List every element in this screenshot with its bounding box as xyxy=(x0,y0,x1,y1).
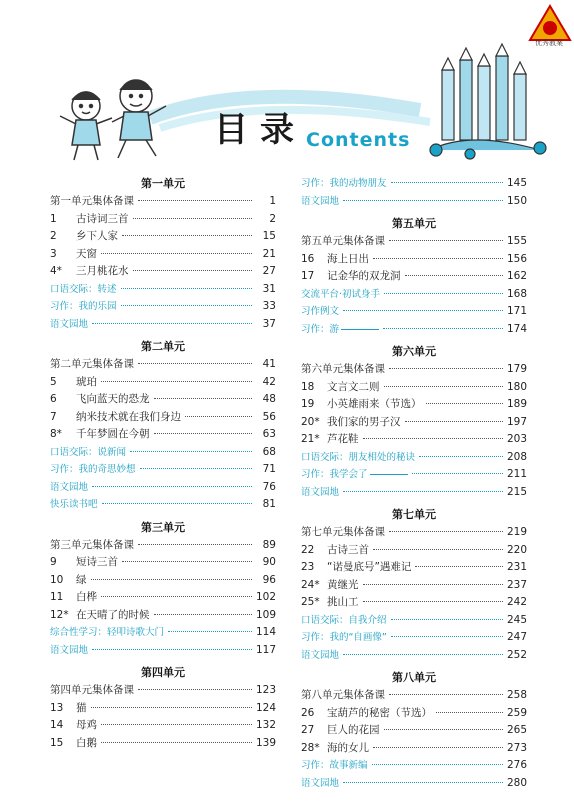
toc-entry-page-number: 124 xyxy=(255,701,276,714)
dot-leader xyxy=(405,421,503,422)
dot-leader xyxy=(138,544,252,545)
toc-entry-page-number: 208 xyxy=(506,450,527,463)
toc-entry-title: 文言文二则 xyxy=(327,380,380,393)
toc-entry-page-number: 156 xyxy=(506,252,527,265)
toc-entry[interactable] xyxy=(50,608,276,622)
toc-entry[interactable] xyxy=(50,299,276,313)
dot-leader xyxy=(138,200,252,201)
dot-leader xyxy=(154,398,253,399)
toc-entry-title: 古诗三首 xyxy=(327,543,369,556)
fill-in-blank xyxy=(341,329,379,330)
toc-entry-title: 绿 xyxy=(76,573,87,586)
toc-entry[interactable] xyxy=(301,560,527,574)
dot-leader xyxy=(121,288,252,289)
toc-entry[interactable] xyxy=(301,322,527,336)
toc-entry-page-number: 245 xyxy=(506,613,527,626)
dot-leader xyxy=(133,218,253,219)
toc-entry[interactable] xyxy=(50,573,276,587)
toc-entry[interactable] xyxy=(301,234,527,248)
dot-leader xyxy=(412,473,503,474)
toc-entry-title: 小英雄雨来（节选） xyxy=(327,398,422,410)
dot-leader xyxy=(391,636,503,637)
toc-entry-number: 26 xyxy=(301,706,315,719)
dot-leader xyxy=(384,386,503,387)
dot-leader xyxy=(101,596,252,597)
toc-entry-title: 挑山工 xyxy=(327,596,359,608)
toc-entry-title: 琥珀 xyxy=(76,375,97,388)
toc-entry-title: 海上日出 xyxy=(327,252,369,265)
toc-entry-title: 习作：我的乐园 xyxy=(50,301,117,312)
toc-entry-page-number: 89 xyxy=(262,538,276,551)
toc-entry-page-number: 273 xyxy=(506,741,527,754)
toc-entry-page-number: 174 xyxy=(506,322,527,335)
toc-entry-page-number: 109 xyxy=(255,608,276,621)
dot-leader xyxy=(138,363,252,364)
toc-entry-number: 14 xyxy=(50,719,64,731)
dot-leader xyxy=(419,456,503,457)
toc-entry-title: 习作：游 xyxy=(301,323,340,335)
toc-entry-title: 语文园地 xyxy=(301,195,340,207)
dot-leader xyxy=(101,253,252,254)
toc-entry-number: 17 xyxy=(301,270,315,282)
toc-entry-title: 古诗词三首 xyxy=(76,212,129,225)
toc-entry[interactable] xyxy=(50,427,276,441)
toc-entry-number: 9 xyxy=(50,556,57,568)
dot-leader xyxy=(389,694,503,695)
dot-leader xyxy=(343,310,503,311)
toc-entry[interactable] xyxy=(50,212,276,226)
toc-entry-number: 6 xyxy=(50,393,57,405)
toc-entry[interactable] xyxy=(50,317,276,331)
toc-entry-title: 母鸡 xyxy=(76,719,97,731)
toc-entry[interactable] xyxy=(50,718,276,732)
toc-entry-page-number: 215 xyxy=(506,485,527,498)
toc-entry-page-number: 114 xyxy=(255,626,276,638)
toc-entry-page-number: 171 xyxy=(506,305,527,317)
toc-entry[interactable] xyxy=(50,555,276,569)
toc-entry[interactable] xyxy=(301,543,527,557)
dot-leader xyxy=(92,649,252,650)
dot-leader xyxy=(154,433,253,434)
unit-heading: 第一单元 xyxy=(141,177,185,190)
unit-heading: 第七单元 xyxy=(392,508,436,521)
dot-leader xyxy=(426,403,503,404)
dot-leader xyxy=(383,328,503,329)
toc-entry-title: 芦花鞋 xyxy=(327,433,359,445)
toc-entry[interactable] xyxy=(50,480,276,494)
toc-entry[interactable] xyxy=(50,282,276,296)
toc-entry[interactable] xyxy=(301,688,527,702)
toc-entry-number: 22 xyxy=(301,543,315,556)
toc-entry[interactable] xyxy=(50,625,276,639)
toc-entry-page-number: 168 xyxy=(506,287,527,300)
toc-entry-page-number: 81 xyxy=(262,498,276,510)
toc-entry-page-number: 37 xyxy=(262,317,276,330)
toc-entry-number: 3 xyxy=(50,247,57,260)
toc-entry-title: 巨人的花园 xyxy=(327,724,380,736)
toc-entry[interactable] xyxy=(301,485,527,499)
toc-entry-title: 习作：我的奇思妙想 xyxy=(50,464,136,475)
toc-entry[interactable] xyxy=(301,415,527,429)
toc-entry-page-number: 276 xyxy=(506,759,527,771)
toc-entry-page-number: 179 xyxy=(506,363,527,375)
dot-leader xyxy=(133,270,253,271)
toc-entry-title: 语文园地 xyxy=(301,486,340,498)
toc-entry-title: 口语交际：说新闻 xyxy=(50,446,127,458)
unit-heading: 第四单元 xyxy=(141,666,185,679)
toc-entry-page-number: 31 xyxy=(262,282,276,295)
toc-entry-title: 短诗三首 xyxy=(76,556,118,568)
toc-entry[interactable] xyxy=(50,683,276,697)
toc-entry-page-number: 27 xyxy=(262,265,276,277)
toc-entry-title: 我们家的男子汉 xyxy=(327,415,401,428)
toc-entry-title: 海的女儿 xyxy=(327,741,369,754)
toc-entry-page-number: 102 xyxy=(255,591,276,603)
toc-entry-title: 口语交际：转述 xyxy=(50,283,117,295)
toc-entry[interactable] xyxy=(50,264,276,278)
toc-entry[interactable] xyxy=(301,776,527,790)
toc-entry-page-number: 123 xyxy=(255,684,276,696)
toc-entry[interactable] xyxy=(301,630,527,644)
toc-entry[interactable] xyxy=(301,362,527,376)
toc-entry[interactable] xyxy=(301,613,527,627)
dot-leader xyxy=(130,451,252,452)
dot-leader xyxy=(138,689,252,690)
unit-heading: 第八单元 xyxy=(392,671,436,684)
dot-leader xyxy=(373,258,503,259)
toc-entry-number: 23 xyxy=(301,561,315,573)
dot-leader xyxy=(102,503,252,504)
toc-entry[interactable] xyxy=(301,380,527,394)
toc-entry-title: 第四单元集体备课 xyxy=(50,684,134,696)
dot-leader xyxy=(343,200,503,201)
toc-entry-number: 25* xyxy=(301,596,320,608)
toc-entry-title: 第七单元集体备课 xyxy=(301,526,385,538)
dot-leader xyxy=(373,549,503,550)
unit-heading: 第三单元 xyxy=(141,520,185,534)
toc-entry[interactable] xyxy=(50,375,276,389)
dot-leader xyxy=(373,747,503,748)
toc-entry-page-number: 1 xyxy=(269,195,276,207)
toc-entry-number: 21* xyxy=(301,433,320,445)
dot-leader xyxy=(140,468,252,469)
toc-entry-page-number: 71 xyxy=(262,463,276,475)
dot-leader xyxy=(391,182,503,183)
toc-entry-title: 飞向蓝天的恐龙 xyxy=(76,393,150,405)
toc-entry-page-number: 42 xyxy=(262,375,276,388)
toc-entry-page-number: 63 xyxy=(262,428,276,440)
toc-entry-page-number: 219 xyxy=(506,526,527,538)
toc-entry-title: 习作：故事新编 xyxy=(301,760,368,771)
toc-entry-title: 语文园地 xyxy=(301,649,340,661)
dot-leader xyxy=(101,742,252,743)
toc-entry-page-number: 189 xyxy=(506,398,527,410)
toc-entry-page-number: 33 xyxy=(262,300,276,312)
toc-entry-title: 口语交际：自我介绍 xyxy=(301,614,387,626)
toc-entry-title: 黄继光 xyxy=(327,578,359,591)
fill-in-blank xyxy=(370,474,408,475)
toc-entry[interactable] xyxy=(301,252,527,266)
dot-leader xyxy=(363,601,503,602)
toc-entry[interactable] xyxy=(301,287,527,301)
toc-entry[interactable] xyxy=(50,497,276,511)
toc-entry-page-number: 211 xyxy=(506,468,527,480)
toc-entry-page-number: 220 xyxy=(506,543,527,556)
toc-entry-page-number: 41 xyxy=(262,358,276,370)
toc-entry-title: 交流平台·初试身手 xyxy=(301,288,381,300)
toc-entry-title: 习作：我的“自画像” xyxy=(301,632,387,643)
page-title-english: Contents xyxy=(306,129,411,151)
toc-entry-title: 宝葫芦的秘密（节选） xyxy=(327,706,432,719)
toc-entry-page-number: 96 xyxy=(262,573,276,586)
toc-entry-title: 纳米技术就在我们身边 xyxy=(76,410,181,423)
dot-leader xyxy=(122,561,252,562)
toc-entry-title: 记金华的双龙洞 xyxy=(327,270,401,282)
toc-entry-page-number: 162 xyxy=(506,270,527,282)
toc-entry[interactable] xyxy=(50,736,276,750)
toc-entry-title: 习作：我学会了 xyxy=(301,469,368,480)
toc-entry-title: 综合性学习：轻叩诗歌大门 xyxy=(50,627,165,638)
toc-entry-title: 猫 xyxy=(76,701,87,714)
toc-entry-page-number: 197 xyxy=(506,415,527,428)
dot-leader xyxy=(391,619,503,620)
toc-entry-page-number: 56 xyxy=(262,410,276,423)
toc-entry-page-number: 252 xyxy=(506,648,527,661)
dot-leader xyxy=(343,782,503,783)
dot-leader xyxy=(436,712,503,713)
toc-entry-page-number: 68 xyxy=(262,445,276,458)
dot-leader xyxy=(92,486,252,487)
unit-heading: 第二单元 xyxy=(141,340,185,353)
toc-entry[interactable] xyxy=(301,269,527,283)
toc-entry[interactable] xyxy=(50,445,276,459)
toc-entry-title: 习作：我的动物朋友 xyxy=(301,178,387,189)
dot-leader xyxy=(372,764,503,765)
toc-entry-number: 20* xyxy=(301,415,320,428)
pencils-illustration-icon xyxy=(430,44,546,159)
toc-entry-number: 27 xyxy=(301,724,315,736)
toc-entry[interactable] xyxy=(50,194,276,208)
toc-entry-title: 第二单元集体备课 xyxy=(50,358,134,370)
toc-entry-number: 4* xyxy=(50,265,62,277)
toc-entry-number: 2 xyxy=(50,230,57,242)
toc-entry-number: 11 xyxy=(50,591,64,603)
toc-entry-page-number: 231 xyxy=(506,561,527,573)
toc-entry-title: 乡下人家 xyxy=(76,230,118,242)
dot-leader xyxy=(343,654,503,655)
toc-entry[interactable] xyxy=(301,595,527,609)
toc-entry[interactable] xyxy=(301,432,527,446)
publisher-logo-text: 优秀教案 xyxy=(535,39,563,47)
toc-entry-number: 28* xyxy=(301,741,320,754)
toc-entry-title: 三月桃花水 xyxy=(76,265,129,277)
toc-entry-number: 10 xyxy=(50,573,64,586)
toc-entry-page-number: 21 xyxy=(262,247,276,260)
toc-entry[interactable] xyxy=(50,701,276,715)
toc-entry-title: 白桦 xyxy=(76,591,97,603)
toc-entry-page-number: 280 xyxy=(506,776,527,789)
toc-entry-title: 第三单元集体备课 xyxy=(50,538,134,551)
toc-entry-title: 第八单元集体备课 xyxy=(301,689,385,701)
toc-entry-title: 语文园地 xyxy=(301,777,340,789)
toc-entry-page-number: 15 xyxy=(262,230,276,242)
dot-leader xyxy=(415,566,503,567)
toc-entry[interactable] xyxy=(301,176,527,190)
toc-entry-page-number: 247 xyxy=(506,631,527,643)
toc-entry-page-number: 76 xyxy=(262,480,276,493)
toc-entry[interactable] xyxy=(50,538,276,552)
toc-entry-page-number: 117 xyxy=(255,643,276,656)
toc-entry[interactable] xyxy=(301,397,527,411)
toc-entry[interactable] xyxy=(301,194,527,208)
toc-entry[interactable] xyxy=(301,758,527,772)
toc-entry[interactable] xyxy=(301,304,527,318)
toc-entry-number: 13 xyxy=(50,701,64,714)
toc-entry-page-number: 132 xyxy=(255,719,276,731)
toc-entry-number: 5 xyxy=(50,375,57,388)
toc-entry-title: 第五单元集体备课 xyxy=(301,235,385,247)
toc-entry[interactable] xyxy=(301,578,527,592)
toc-entry-page-number: 258 xyxy=(506,689,527,701)
toc-entry-page-number: 237 xyxy=(506,578,527,591)
dot-leader xyxy=(168,631,252,632)
toc-entry-title: 第六单元集体备课 xyxy=(301,363,385,375)
dot-leader xyxy=(384,293,503,294)
toc-entry-page-number: 150 xyxy=(506,194,527,207)
dot-leader xyxy=(389,368,503,369)
dot-leader xyxy=(121,305,252,306)
toc-entry[interactable] xyxy=(301,706,527,720)
toc-entry[interactable] xyxy=(50,392,276,406)
toc-entry[interactable] xyxy=(301,648,527,662)
dot-leader xyxy=(101,381,252,382)
toc-entry-page-number: 155 xyxy=(506,235,527,247)
toc-entry-title: “诺曼底号”遇难记 xyxy=(327,561,412,573)
toc-entry[interactable] xyxy=(50,643,276,657)
toc-entry-number: 8* xyxy=(50,428,62,440)
page-title: 目录 xyxy=(214,110,306,150)
dot-leader xyxy=(389,240,503,241)
toc-entry-title: 口语交际：朋友相处的秘诀 xyxy=(301,451,416,463)
toc-entry[interactable] xyxy=(50,357,276,371)
toc-entry-number: 7 xyxy=(50,410,57,423)
toc-entry-title: 白鹅 xyxy=(76,736,97,749)
toc-entry-title: 语文园地 xyxy=(50,644,89,656)
dot-leader xyxy=(343,491,503,492)
dot-leader xyxy=(389,531,503,532)
toc-entry-title: 语文园地 xyxy=(50,481,89,493)
toc-entry-page-number: 48 xyxy=(262,393,276,405)
toc-entry[interactable] xyxy=(301,450,527,464)
toc-entry[interactable] xyxy=(50,229,276,243)
toc-entry-number: 19 xyxy=(301,398,315,410)
toc-entry[interactable] xyxy=(301,723,527,737)
toc-entry-page-number: 265 xyxy=(506,724,527,736)
toc-entry-number: 16 xyxy=(301,252,315,265)
toc-entry-title: 习作例文 xyxy=(301,306,340,317)
toc-entry-page-number: 203 xyxy=(506,433,527,445)
toc-entry-page-number: 2 xyxy=(269,212,276,225)
toc-entry-number: 24* xyxy=(301,578,320,591)
toc-entry[interactable] xyxy=(50,462,276,476)
toc-entry-page-number: 145 xyxy=(506,177,527,189)
toc-entry-page-number: 180 xyxy=(506,380,527,393)
children-illustration-icon xyxy=(60,80,166,160)
dot-leader xyxy=(92,323,252,324)
dot-leader xyxy=(101,724,252,725)
toc-entry[interactable] xyxy=(301,467,527,481)
toc-entry[interactable] xyxy=(50,247,276,261)
toc-entry-number: 1 xyxy=(50,212,57,225)
toc-entry[interactable] xyxy=(50,590,276,604)
toc-entry-title: 千年梦圆在今朝 xyxy=(76,428,150,440)
toc-entry-page-number: 259 xyxy=(506,706,527,719)
dot-leader xyxy=(91,579,253,580)
dot-leader xyxy=(122,235,252,236)
toc-entry-title: 在天晴了的时候 xyxy=(76,608,150,621)
dot-leader xyxy=(185,416,252,417)
dot-leader xyxy=(405,275,503,276)
toc-entry[interactable] xyxy=(301,525,527,539)
toc-entry-page-number: 90 xyxy=(262,556,276,568)
unit-heading: 第六单元 xyxy=(392,345,436,358)
toc-entry-title: 天窗 xyxy=(76,247,97,260)
toc-entry-title: 语文园地 xyxy=(50,318,89,330)
toc-entry-title: 快乐读书吧 xyxy=(50,499,98,510)
toc-entry[interactable] xyxy=(301,741,527,755)
toc-entry-number: 15 xyxy=(50,736,64,749)
dot-leader xyxy=(154,614,252,615)
toc-entry-number: 12* xyxy=(50,608,69,621)
toc-entry-page-number: 139 xyxy=(255,736,276,749)
unit-heading: 第五单元 xyxy=(392,217,436,230)
toc-entry-title: 第一单元集体备课 xyxy=(50,195,134,207)
dot-leader xyxy=(384,729,503,730)
toc-entry[interactable] xyxy=(50,410,276,424)
dot-leader xyxy=(91,707,252,708)
dot-leader xyxy=(363,438,503,439)
toc-entry-number: 18 xyxy=(301,380,315,393)
toc-entry-page-number: 242 xyxy=(506,596,527,608)
dot-leader xyxy=(363,584,503,585)
